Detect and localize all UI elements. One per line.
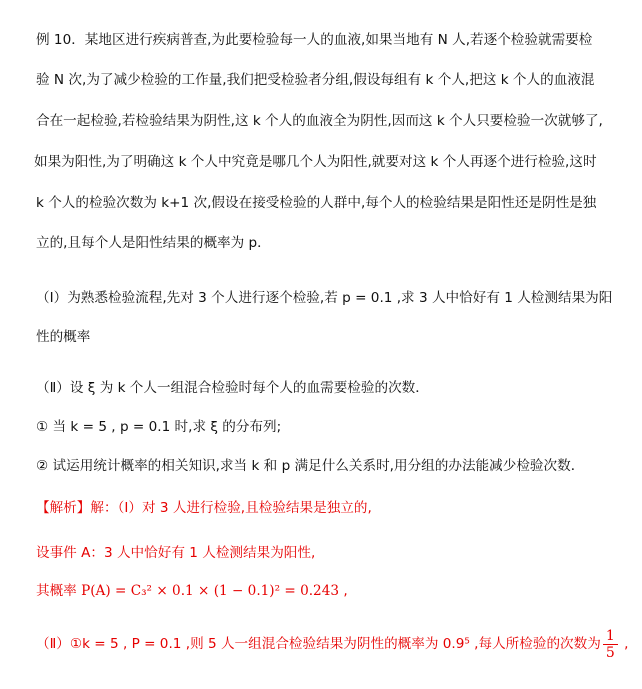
solution-line-2: 设事件 A：3 人中恰好有 1 人检测结果为阳性,	[36, 545, 316, 561]
part1-line-1: （Ⅰ）为熟悉检验流程,先对 3 个人进行逐个检验,若 p = 0.1 ,求 3 人中恰好有 1 人检测结果为阳	[36, 290, 613, 306]
problem-line-6: 立的,且每个人是阳性结果的概率为 p．	[36, 235, 271, 251]
probability-formula: P(A) = C₃² × 0.1 × (1 − 0.1)² = 0.243	[81, 583, 339, 599]
solution-line-3	[36, 581, 628, 601]
solution-line-4-text: （Ⅱ）①k = 5 , P = 0.1 ,则 5 人一组混合检验结果为阴性的概率为 0.9⁵ ,每人所检验的次数为	[36, 636, 601, 652]
solution-line-1: 【解析】解：（Ⅰ）对 3 人进行检验,且检验结果是独立的,	[36, 500, 372, 516]
problem-line-5: k 个人的检验次数为 k+1 次,假设在接受检验的人群中,每个人的检验结果是阳性还是阴性是独	[36, 195, 597, 211]
fraction-one-fifth	[603, 628, 618, 661]
problem-line-2: 验 N 次,为了减少检验的工作量,我们把受检验者分组,假设每组有 k 个人,把这 k 个人的血液混	[36, 72, 595, 88]
problem-line-4: 如果为阳性,为了明确这 k 个人中究竟是哪几个人为阳性,就要对这 k 个人再逐个进行检验,这时	[34, 154, 597, 170]
solution-line-3-prefix: 其概率	[36, 583, 82, 599]
part2-subquestion-1: ① 当 k = 5 , p = 0.1 时,求 ξ 的分布列;	[36, 419, 282, 435]
part1-line-2: 性的概率	[36, 329, 91, 345]
part2-subquestion-2: ② 试运用统计概率的相关知识,求当 k 和 p 满足什么关系时,用分组的办法能减少检验次数．	[36, 458, 585, 474]
problem-line-1: 例 10．某地区进行疾病普查,为此要检验每一人的血液,如果当地有 N 人,若逐个检验就需要检	[36, 32, 593, 48]
fraction-denominator: 5	[605, 644, 615, 661]
part2-line-1: （Ⅱ）设 ξ 为 k 个人一组混合检验时每个人的血需要检验的次数．	[36, 380, 429, 396]
problem-line-3: 合在一起检验,若检验结果为阴性,这 k 个人的血液全为阴性,因而这 k 个人只要检验一次就够了,	[36, 113, 603, 129]
fraction-numerator: 1	[603, 628, 618, 645]
solution-line-4	[36, 626, 628, 662]
solution-line-3-suffix: ,	[339, 583, 348, 599]
solution-line-4-suffix: ,	[619, 636, 629, 652]
